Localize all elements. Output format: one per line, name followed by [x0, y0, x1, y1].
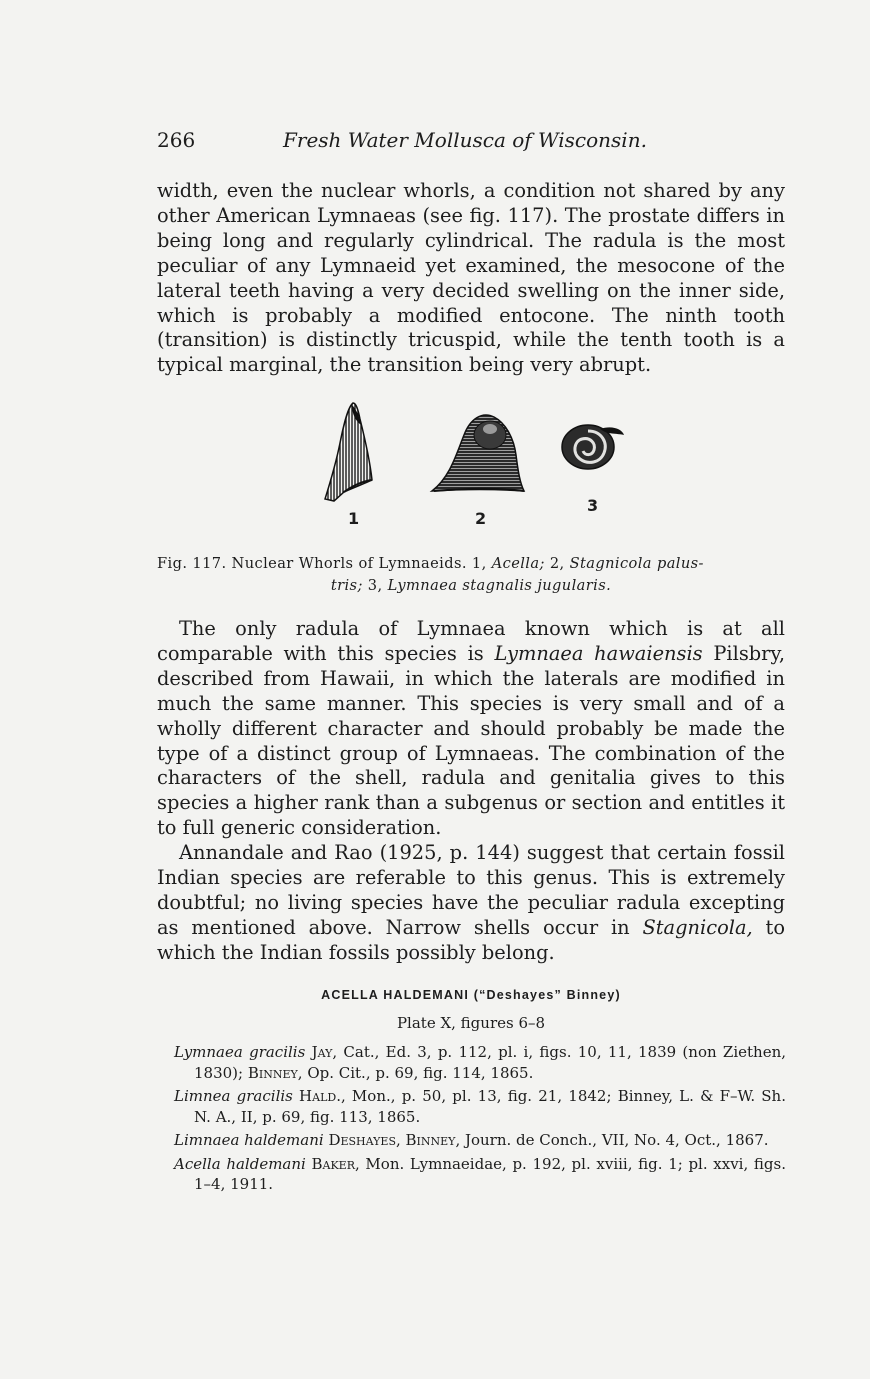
page-number: 266 — [157, 128, 196, 152]
caption-acella: Acella; — [491, 555, 545, 572]
synonym-citation: , Cat., Ed. 3, p. 112, pl. i, figs. 10, 11, 1839 (non Ziethen, 1830); — [194, 1043, 786, 1082]
paragraph-3 — [157, 841, 785, 966]
p2-text-a: The only radula of Lymnaea known which is at all comparable with this species is — [157, 617, 785, 665]
synonym-name: Acella haldemani — [174, 1154, 306, 1173]
caption-tris: tris; — [330, 577, 363, 594]
caption-lead: Fig. 117. Nuclear Whorls of Lymnaeids. 1, — [157, 555, 492, 572]
caption-sep-2: 3, — [362, 577, 388, 594]
caption-sep-1: 2, — [544, 555, 570, 572]
figure-117 — [300, 395, 640, 535]
figure-caption — [157, 553, 785, 597]
synonymy-entry — [174, 1154, 786, 1195]
synonym-citation: , Mon. Lymnaeidae, p. 192, pl. xviii, fig. 1; pl. xxvi, figs. 1–4, 1911. — [194, 1154, 786, 1193]
p3-text-a: Annandale and Rao (1925, p. 144) suggest that certain fossil Indian species are referable to this genus. This is extremely doubtful; no living species have the peculiar radula excepting as mentioned above. Narrow shells occur in — [157, 841, 785, 939]
synonym-citation-2: , Op. Cit., p. 69, fig. 114, 1865. — [297, 1063, 534, 1082]
figure-label-2: 2 — [475, 509, 487, 528]
synonym-citation: , Mon., p. 50, pl. 13, fig. 21, 1842; Binney, L. & F–W. Sh. N. A., II, p. 69, fig. 113, 1865. — [194, 1087, 786, 1126]
shell-1-acella — [325, 403, 372, 501]
synonym-author-2: Binney — [247, 1063, 298, 1082]
plate-reference: Plate X, figures 6–8 — [396, 1014, 546, 1032]
synonym-name: Limnaea haldemani — [174, 1131, 324, 1149]
p3-genus-name: Stagnicola, — [642, 915, 753, 939]
paragraph-1: width, even the nuclear whorls, a condition not shared by any other American Lymnaeas (see fig. 117). The prostate differs in being long and regularly cylindrical. The radula is the most peculiar of any Lymnaeid yet examined, the mesocone of the lateral teeth having a very decided swelling on the inner side, which is probably a modified entocone. The ninth tooth (transition) is distinctly tricuspid, while the tenth tooth is a typical marginal, the transition being very abrupt. — [157, 179, 785, 377]
synonymy-entry — [174, 1086, 786, 1127]
p2-species-name: Lymnaea hawaiensis — [494, 641, 703, 665]
synonym-author: Deshayes, Binney — [328, 1131, 456, 1149]
synonym-author: Baker — [311, 1154, 355, 1173]
figure-label-1: 1 — [348, 509, 360, 528]
shell-2-stagnicola — [432, 415, 524, 491]
shell-3-lymnaea — [562, 425, 624, 469]
synonym-name: Lymnaea gracilis — [174, 1043, 306, 1061]
species-heading: ACELLA HALDEMANI (“Deshayes” Binney) — [321, 988, 621, 1002]
synonymy-entry — [174, 1042, 786, 1083]
paragraph-2 — [157, 617, 785, 841]
caption-lymnaea: Lymnaea stagnalis jugularis. — [387, 577, 612, 594]
synonym-citation: , Journ. de Conch., VII, No. 4, Oct., 1867. — [455, 1131, 769, 1149]
figure-label-3: 3 — [587, 496, 599, 515]
p3-text-b: to which the Indian fossils possibly belong. — [157, 915, 785, 964]
synonym-author: Jay — [311, 1043, 333, 1061]
synonymy-list — [174, 1042, 786, 1198]
synonym-author: Hald. — [299, 1087, 341, 1105]
p2-text-b: Pilsbry, described from Hawaii, in which the laterals are modified in much the same manner. This species is very small and of a wholly different character and should probably be made the type of a distinct group of Lymnaeas. The combination of the characters of the shell, radula and genitalia gives to this species a higher rank than a subgenus or section and entitles it to full generic consideration. — [157, 641, 785, 840]
caption-stagnicola: Stagnicola palus- — [569, 555, 704, 572]
synonymy-entry — [174, 1130, 786, 1151]
synonym-name: Limnea gracilis — [174, 1087, 293, 1105]
running-title: Fresh Water Mollusca of Wisconsin. — [283, 128, 647, 152]
